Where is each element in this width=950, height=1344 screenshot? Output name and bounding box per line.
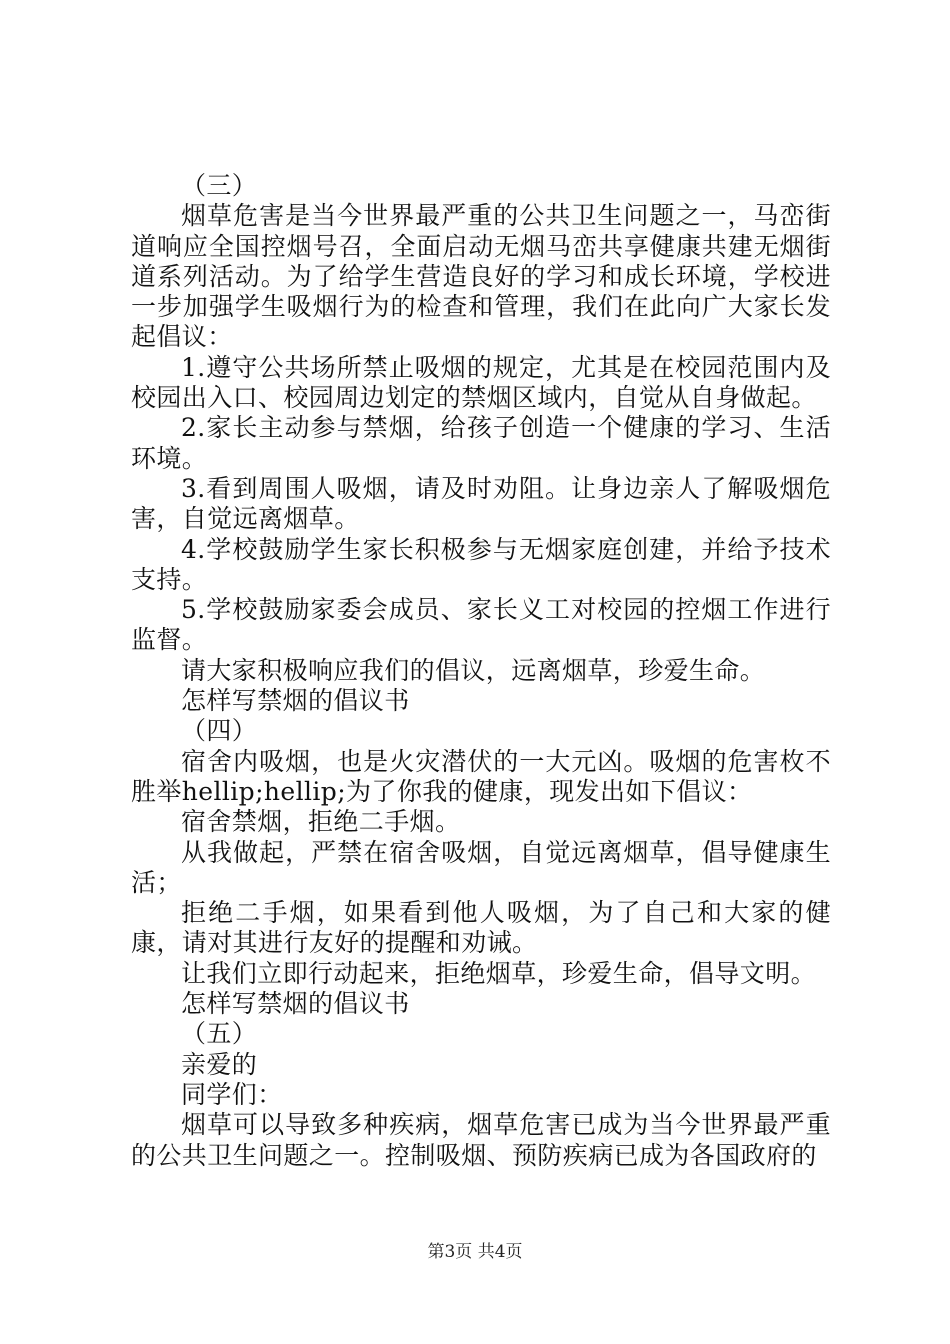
paragraph: 让我们立即行动起来，拒绝烟草，珍爱生命，倡导文明。 — [181, 958, 817, 988]
section-heading: 怎样写禁烟的倡议书 — [181, 989, 410, 1019]
section-number-3: （三） — [181, 171, 258, 200]
salutation: 同学们： — [181, 1079, 283, 1109]
paragraph: 拒绝二手烟，如果看到他人吸烟，为了自己和大家的健康，请对其进行友好的提醒和劝诫。 — [131, 898, 831, 958]
salutation: 亲爱的 — [181, 1049, 258, 1079]
list-item: 5.学校鼓励家委会成员、家长义工对校园的控烟工作进行监督。 — [131, 595, 831, 655]
section-number-4: （四） — [181, 716, 258, 746]
list-item: 2.家长主动参与禁烟，给孩子创造一个健康的学习、生活环境。 — [131, 413, 831, 473]
section-heading: 怎样写禁烟的倡议书 — [181, 686, 410, 716]
list-item: 3.看到周围人吸烟，请及时劝阻。让身边亲人了解吸烟危害，自觉远离烟草。 — [131, 473, 831, 534]
paragraph: 宿舍内吸烟，也是火灾潜伏的一大元凶。吸烟的危害枚不胜举hellip;hellip;为了你我的健康，现发出如下倡议： — [131, 746, 831, 806]
paragraph: 烟草可以导致多种疾病，烟草危害已成为当今世界最严重的公共卫生问题之一。控制吸烟、预防疾病已成为各国政府的 — [131, 1110, 831, 1170]
paragraph: 请大家积极响应我们的倡议，远离烟草，珍爱生命。 — [181, 655, 766, 685]
document-body — [131, 171, 831, 1171]
page-number: 第3页 共4页 — [427, 1242, 523, 1262]
paragraph: 从我做起，严禁在宿舍吸烟，自觉远离烟草，倡导健康生活； — [131, 837, 831, 897]
paragraph: 烟草危害是当今世界最严重的公共卫生问题之一，马峦街道响应全国控烟号召，全面启动无烟马峦共享健康共建无烟街道系列活动。为了给学生营造良好的学习和成长环境，学校进一步加强学生吸烟行为的检查和管理，我们在此向广大家长发起倡议： — [131, 201, 831, 352]
paragraph: 宿舍禁烟，拒绝二手烟。 — [181, 807, 461, 837]
list-item: 1.遵守公共场所禁止吸烟的规定，尤其是在校园范围内及校园出入口、校园周边划定的禁烟区域内，自觉从自身做起。 — [131, 352, 831, 413]
section-number-5: （五） — [181, 1019, 258, 1049]
list-item: 4.学校鼓励学生家长积极参与无烟家庭创建，并给予技术支持。 — [131, 534, 831, 594]
